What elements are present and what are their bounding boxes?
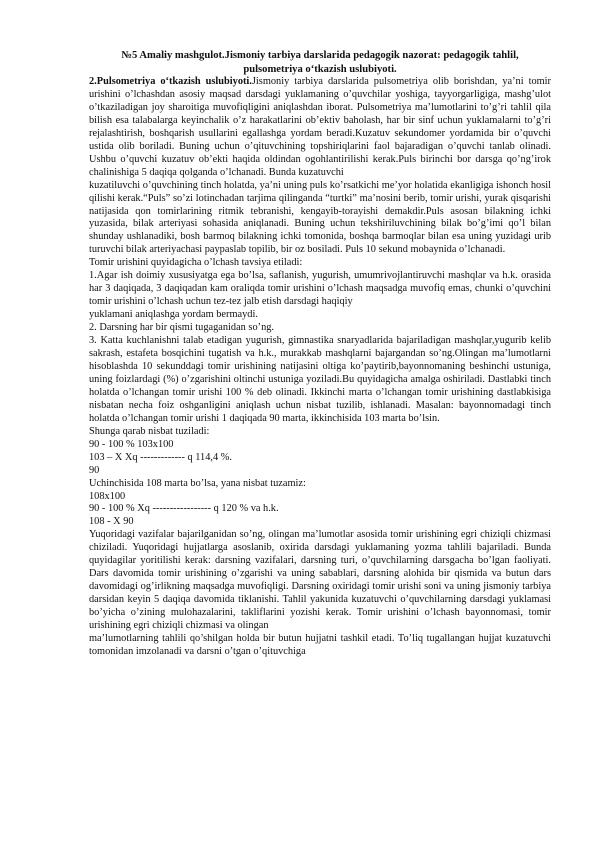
calc-line-5: 90 - 100 % Xq ----------------- q 120 % va h.k. [89,503,279,515]
paragraph-pulsometriya [89,76,551,180]
paragraph-puls-definition: kuzatiluvchi o’quvchining tinch holatda, ya’ni uning puls ko’rsatkichi me’yor holatida ekanligiga ishonch hosil qilishi kerak.“Puls” so’zi lotinchadan tarjima qilinganda “turtki” ma’nosini berib, tomir urishi, yurak qisqarishi natijasida qon tomirlarining ritmik tebranishi, kengayib-torayishi demakdir.Puls asosan bilakning ichki yuzasida, bilak arteriyasi sohasida aniqlanadi. Buning uchun tekshiriluvchining bilak bo’g’imi qo’l bilan shunday ushlanadiki, bosh barmoq bilakning ichki tomonida, boshqa barmoqlar bilan esa uning yuzidagi urib turuvchi bilak arteriyachasi paypaslab topilib, bir oz bosiladi. Puls 10 sekund mobaynida o’lchanadi. [89,179,551,256]
paragraph-conclusion: ma’lumotlarning tahlili qo’shilgan holda bir butun hujjatni tashkil etadi. To’liq tugallangan hujjat kuzatuvchi tomonidan imzolanadi va darsni o’tgan o’qituvchiga [89,632,551,657]
measurement-intro: Tomir urishini quyidagicha o’lchash tavsiya etiladi: [89,257,303,269]
calc-line-1: 90 - 100 % 103x100 [89,438,174,450]
calc-line-6: 108 - X 90 [89,516,134,528]
list-item-3: 3. Katta kuchlanishni talab etadigan yugurish, gimnastika snaryadlarida bajariladigan mashqlar,yugurib kelib sakrash, estafeta bosqichini tugatish va h.k., murakkab mashqlarni bajargandan so’ng.Olingan ma’lumotlarni hisoblashda 10 sekunddagi tomir urishining natijasini oltiga ko’paytirib,bayonnomaning beshinchi ustuniga, uning foizlardagi (%) o’zgarishini oltinchi ustuniga yoziladi.Bu quyidagicha amalga oshiriladi. Dastlabki tinch holatda o’lchangan tomir urishi 100 % deb olinadi. Ikkinchi marta o’lchangan tomir urishining dastlabkisiga nisbatan necha foiz oshganligini aniqlash uchun nisbat tuzilib, ishlanadi. Masalan: bayonnomadagi tinch holatda o’lchangan tomir urishi 1 daqiqada 90 marta, ikkinchisida 103 marta bo’lsin. [89,335,551,424]
calc-line-3: 90 [89,464,100,476]
third-measure-intro: Uchinchisida 108 marta bo’lsa, yana nisbat tuzamiz: [89,477,306,489]
section-heading: 2.Pulsometriya o‘tkazish uslubiyoti. [89,76,252,87]
ratio-intro: Shunga qarab nisbat tuziladi: [89,425,210,437]
list-item-2: 2. Darsning har bir qismi tugaganidan so’ng. [89,322,275,334]
list-item-1: 1.Agar ish doimiy xususiyatga ega bo’lsa, saflanish, yugurish, umumrivojlantiruvchi mashqlar va h.k. orasida har 3 daqiqada, 3 daqiqadan kam oraliqda tomir urishini o’lchash maqsadga muvofiq emas, chunki o’quvchini tomir urishini o’lchash uchun tez-tez jalb etish darsdagi haqiqiy [89,270,551,308]
paragraph-text: Jismoniy tarbiya darslarida pulsometriya olib borishdan, ya’ni tomir urishini o’lchashdan asosiy maqsad darsdagi yuklamaning o’quvchilar yoshiga, tayyorgarligiga, mashg’ulot o’tkaziladigan joy sharoitiga muvofiqligini aniqlashdan iborat. Pulsometriya ma’lumotlarini to’g’ri tahlil qila bilish esa talabalarga keyinchalik o’z harakatlarini ob’ektiv baholash, har bir sinf uchun yuklamalarni to’g’ri rejalashtirish, boshqarish usullarini egallashga yordam beradi.Kuzatuv sekundomer yordamida bir o’quvchi ustida olib boriladi. Buning uchun o’qituvchining topshiriqlarini faol bajaradigan o’quvchi tanlab olinadi. Ushbu o’quvchi kuzatuv ob’ekti haqida oldindan ogohlantirilishi kerak.Puls birinchi bor darsga qo’ng’irok chalinishiga 5 daqiqa qolganda o’lchanadi. Bunda kuzatuvchi [89,76,551,178]
paragraph-analysis: Yuqoridagi vazifalar bajarilganidan so’ng, olingan ma’lumotlar asosida tomir urishining egri chiziqli chizmasi chiziladi. Yuqoridagi hujjatlarga asoslanib, oxirida darsdagi yuklamaning yozma tahlili bajariladi. Bunda quyidagilar yoritilishi kerak: darsning vazifalari, darsning turi, o’quvchilarning darsgacha bo’lgan faoliyati. Dars davomida tomir urishining o’zgarishi va uning sabablari, darsning alohida bir qismida va butun dars davomidagi og’irlikning maqsadga muvofiqligi. Darsning oxiridagi tomir urishi soni va uning jismoniy tarbiya darsidan keyin 5 daqiqa davomida tiklanishi. Tahlil yakunida kuzatuvchi o’quvchilarning darsdagi yuklamasi bo’yicha o’zining mulohazalarini, takliflarini yozishi kerak. Tomir urishini o’lchash bayonnomasi, tomir urishining egri chiziqli chizmasi va olingan [89,529,551,632]
page-title [89,49,551,76]
title-line-1: №5 Amaliy mashgulot.Jismoniy tarbiya darslarida pedagogik nazorat: pedagogik tahlil, [121,50,519,61]
list-item-1-end: yuklamani aniqlashga yordam bermaydi. [89,309,258,321]
calc-line-2: 103 – X Xq ------------- q 114,4 %. [89,451,232,463]
title-line-2: pulsometriya o‘tkazish uslubiyoti. [243,63,397,75]
calc-line-4: 108x100 [89,490,126,502]
